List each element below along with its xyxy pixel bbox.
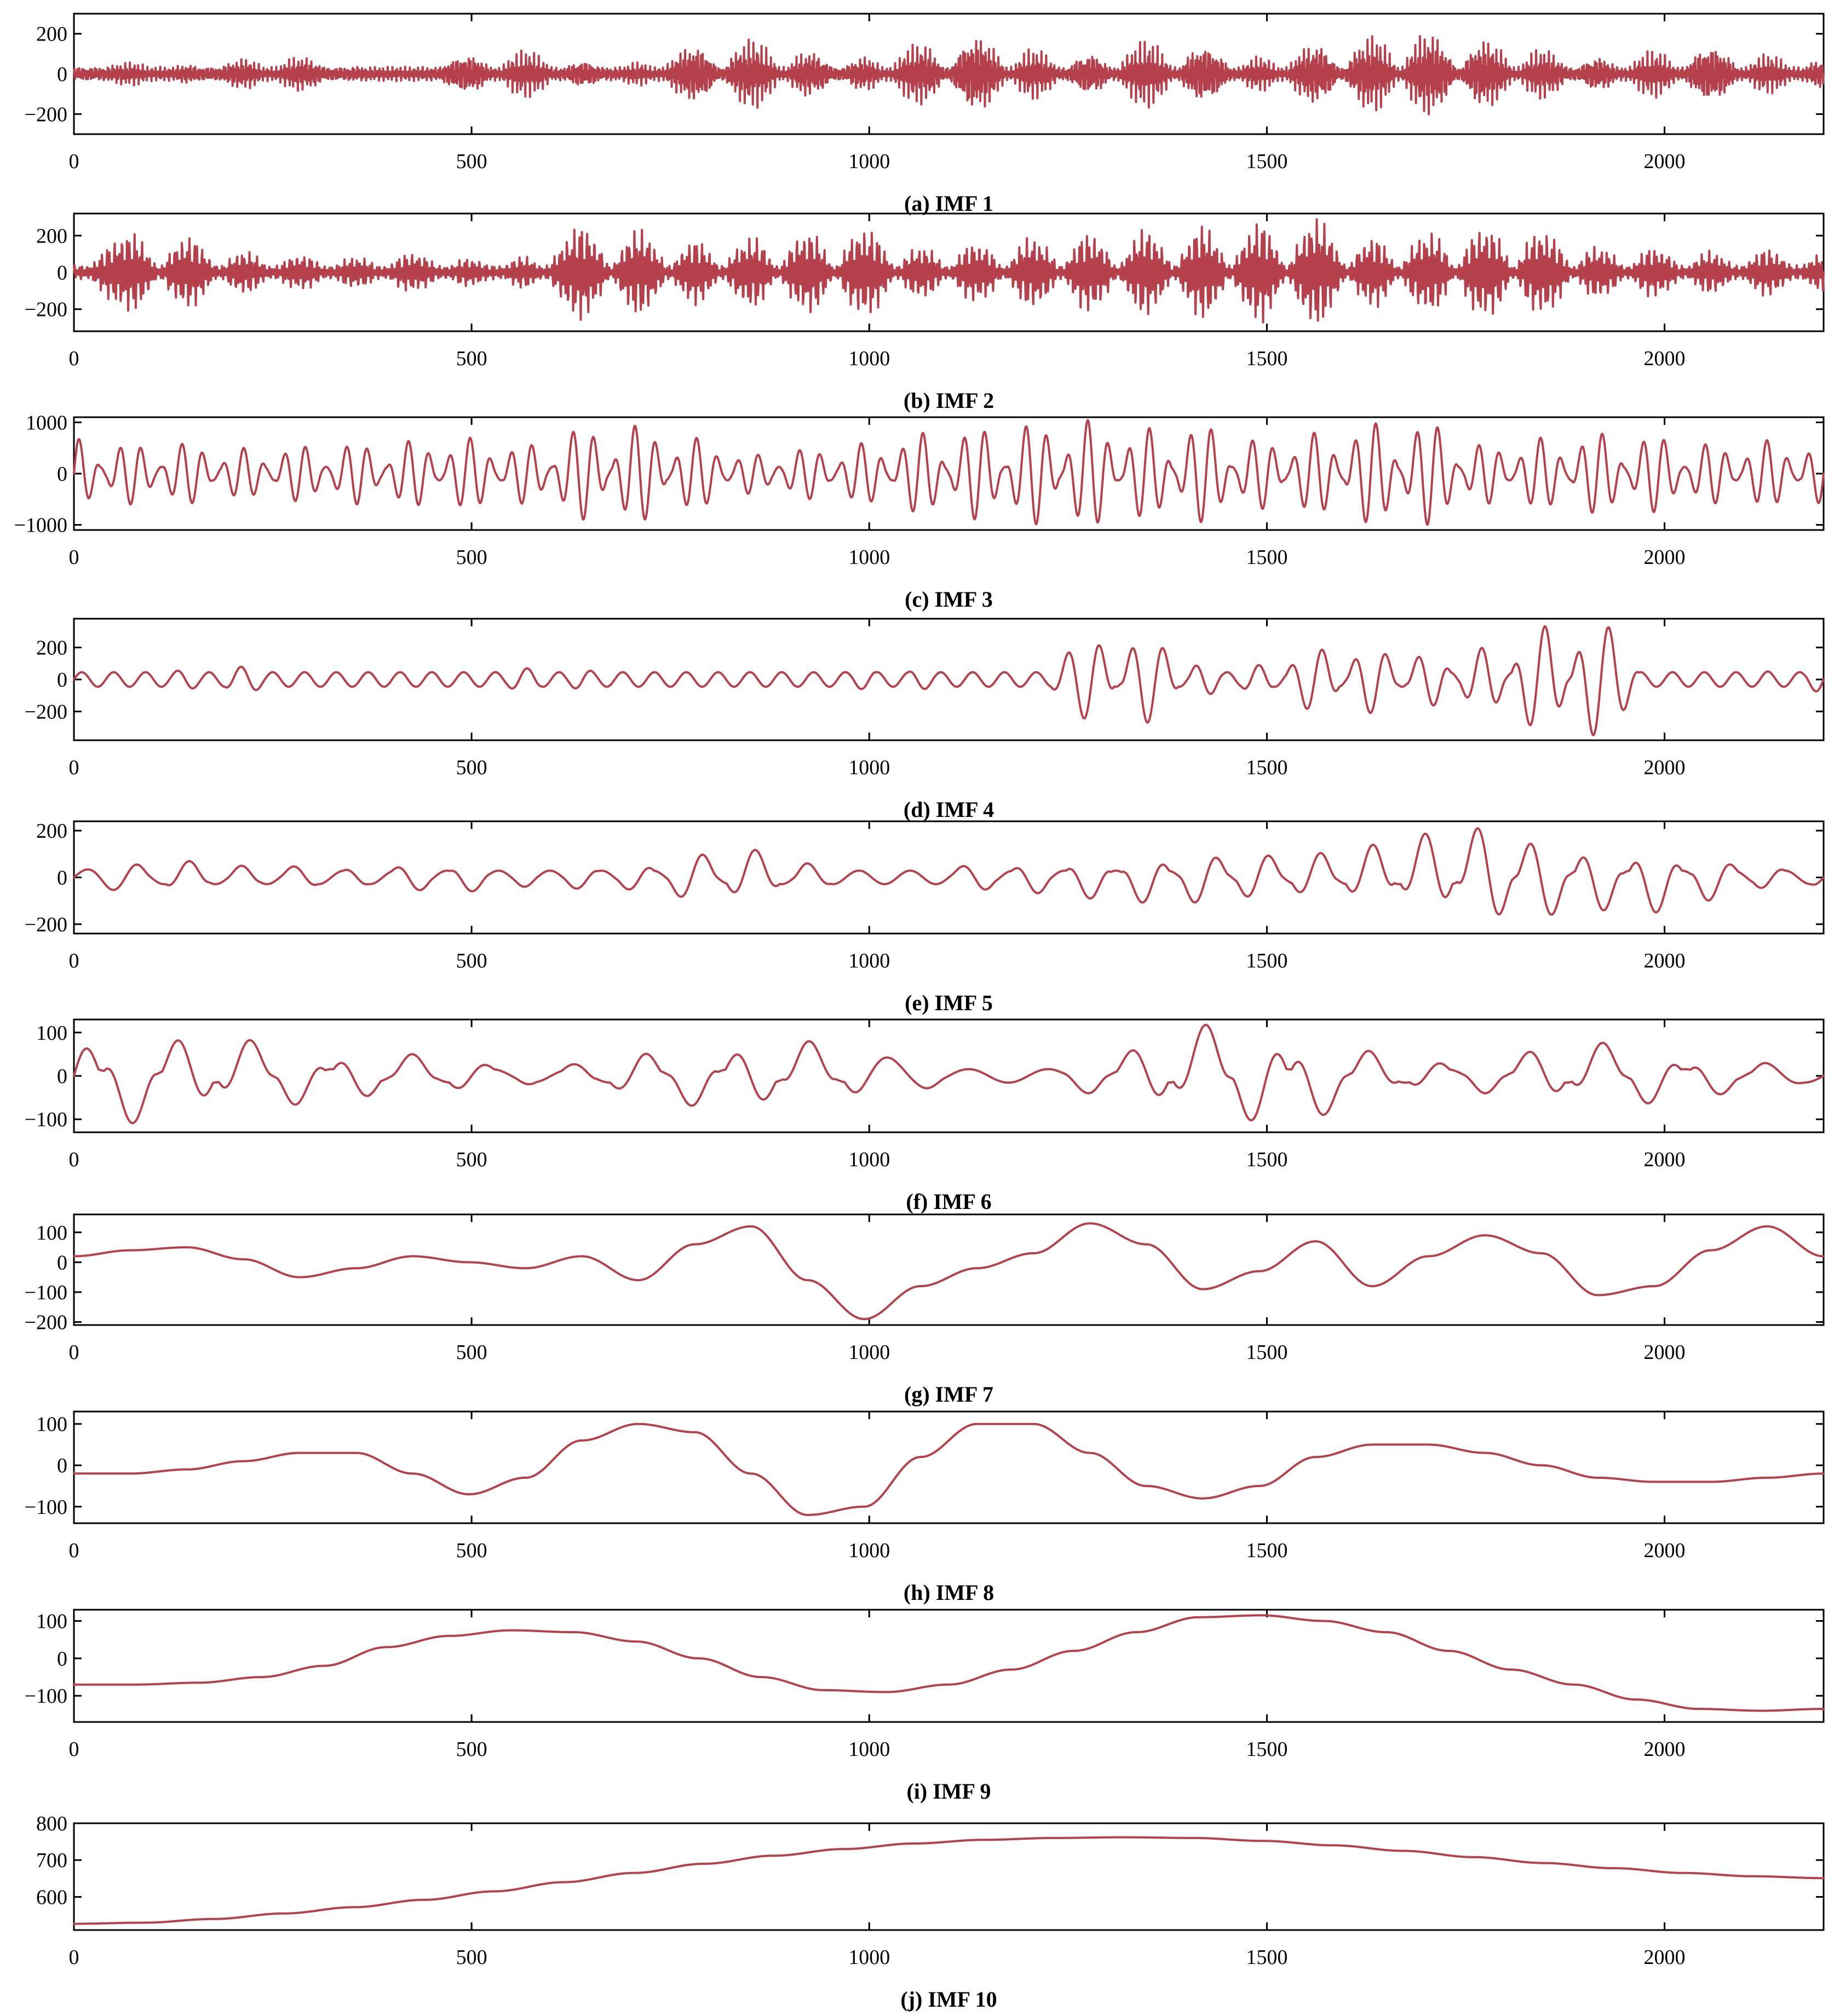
y-tick-label: −100 bbox=[24, 1495, 67, 1519]
y-tick-label: 800 bbox=[36, 1812, 67, 1835]
x-tick-label: 1500 bbox=[1246, 150, 1288, 173]
y-tick-label: 0 bbox=[57, 866, 67, 890]
x-tick-label: 500 bbox=[456, 949, 487, 972]
y-tick-label: 100 bbox=[36, 1221, 67, 1245]
panel-caption: (e) IMF 5 bbox=[905, 990, 993, 1015]
x-tick-label: 2000 bbox=[1643, 1946, 1686, 1969]
y-tick-label: −100 bbox=[24, 1108, 67, 1132]
x-tick-label: 1500 bbox=[1246, 546, 1288, 569]
panel-caption: (a) IMF 1 bbox=[904, 191, 993, 216]
x-tick-label: 2000 bbox=[1643, 756, 1686, 779]
panel-caption: (f) IMF 6 bbox=[906, 1189, 992, 1214]
y-tick-label: 0 bbox=[57, 63, 67, 86]
y-tick-label: −200 bbox=[24, 103, 67, 126]
y-tick-label: 0 bbox=[57, 1454, 67, 1478]
imf-3-series-line bbox=[74, 421, 1824, 525]
y-tick-label: 700 bbox=[36, 1849, 67, 1873]
x-tick-label: 0 bbox=[68, 756, 79, 779]
y-tick-label: −100 bbox=[24, 1685, 67, 1708]
y-tick-label: −200 bbox=[24, 298, 67, 321]
x-tick-label: 1000 bbox=[848, 1946, 890, 1969]
x-tick-label: 500 bbox=[456, 1738, 487, 1761]
x-tick-label: 1000 bbox=[848, 1148, 890, 1171]
imf-panel-5 bbox=[25, 820, 1824, 1015]
y-tick-label: 200 bbox=[36, 224, 67, 248]
imf-10-series-line bbox=[74, 1838, 1824, 1924]
imf-panel-10 bbox=[36, 1812, 1824, 2012]
y-tick-label: 0 bbox=[57, 1647, 67, 1671]
x-tick-label: 2000 bbox=[1643, 1148, 1686, 1171]
panel-caption: (c) IMF 3 bbox=[905, 587, 993, 612]
x-tick-label: 500 bbox=[456, 347, 487, 370]
imf-panel-8 bbox=[25, 1412, 1824, 1605]
imf-6-series-line bbox=[74, 1025, 1824, 1123]
panel-caption: (i) IMF 9 bbox=[906, 1779, 991, 1804]
x-tick-label: 1500 bbox=[1246, 1148, 1288, 1171]
x-tick-label: 0 bbox=[68, 347, 79, 370]
imf-panel-1 bbox=[25, 14, 1824, 216]
x-tick-label: 1000 bbox=[848, 150, 890, 173]
x-tick-label: 0 bbox=[68, 1539, 79, 1562]
x-tick-label: 2000 bbox=[1643, 949, 1686, 972]
x-tick-label: 1500 bbox=[1246, 756, 1288, 779]
x-tick-label: 0 bbox=[68, 1341, 79, 1364]
y-tick-label: −200 bbox=[24, 913, 67, 936]
imf-7-series-line bbox=[74, 1223, 1824, 1319]
x-tick-label: 0 bbox=[68, 150, 79, 173]
x-tick-label: 2000 bbox=[1643, 347, 1686, 370]
y-tick-label: 0 bbox=[57, 1065, 67, 1088]
x-tick-label: 1500 bbox=[1246, 347, 1288, 370]
x-tick-label: 500 bbox=[456, 1148, 487, 1171]
y-tick-label: 100 bbox=[36, 1413, 67, 1436]
x-tick-label: 2000 bbox=[1643, 1738, 1686, 1761]
x-tick-label: 1000 bbox=[848, 546, 890, 569]
x-tick-label: 1000 bbox=[848, 1539, 890, 1562]
plot-frame bbox=[74, 1823, 1824, 1930]
x-tick-label: 0 bbox=[68, 1148, 79, 1171]
y-tick-label: −1000 bbox=[14, 514, 67, 537]
y-tick-label: −100 bbox=[24, 1281, 67, 1304]
x-tick-label: 1000 bbox=[848, 949, 890, 972]
x-tick-label: 1500 bbox=[1246, 949, 1288, 972]
imf-panel-4 bbox=[25, 619, 1824, 822]
x-tick-label: 1500 bbox=[1246, 1738, 1288, 1761]
y-tick-label: −200 bbox=[24, 700, 67, 724]
x-tick-label: 0 bbox=[68, 1946, 79, 1969]
imf-1-series-line bbox=[74, 36, 1824, 114]
x-tick-label: 500 bbox=[456, 1946, 487, 1969]
x-tick-label: 1000 bbox=[848, 1738, 890, 1761]
imf-9-series-line bbox=[74, 1615, 1824, 1710]
x-tick-label: 500 bbox=[456, 1341, 487, 1364]
imf-panel-9 bbox=[25, 1610, 1824, 1804]
x-tick-label: 0 bbox=[68, 1738, 79, 1761]
y-tick-label: 0 bbox=[57, 261, 67, 285]
x-tick-label: 1500 bbox=[1246, 1341, 1288, 1364]
y-tick-label: −200 bbox=[24, 1311, 67, 1334]
imf-4-series-line bbox=[74, 626, 1824, 735]
imf-8-series-line bbox=[74, 1424, 1824, 1515]
x-tick-label: 500 bbox=[456, 756, 487, 779]
x-tick-label: 500 bbox=[456, 546, 487, 569]
x-tick-label: 1000 bbox=[848, 1341, 890, 1364]
x-tick-label: 1500 bbox=[1246, 1946, 1288, 1969]
imf-5-series-line bbox=[74, 828, 1824, 915]
imf-panel-6 bbox=[25, 1019, 1824, 1214]
plot-frame bbox=[74, 1610, 1824, 1722]
panel-caption: (h) IMF 8 bbox=[903, 1580, 994, 1605]
x-tick-label: 2000 bbox=[1643, 150, 1686, 173]
y-tick-label: 200 bbox=[36, 636, 67, 660]
x-tick-label: 2000 bbox=[1643, 546, 1686, 569]
panel-caption: (d) IMF 4 bbox=[903, 797, 994, 822]
y-tick-label: 200 bbox=[36, 22, 67, 46]
panel-caption: (g) IMF 7 bbox=[904, 1382, 993, 1407]
imf-panel-3 bbox=[14, 411, 1824, 612]
y-tick-label: 100 bbox=[36, 1610, 67, 1633]
y-tick-label: 0 bbox=[57, 1251, 67, 1275]
x-tick-label: 1000 bbox=[848, 756, 890, 779]
y-tick-label: 100 bbox=[36, 1021, 67, 1045]
imf-2-series-line bbox=[74, 220, 1824, 322]
x-tick-label: 0 bbox=[68, 949, 79, 972]
y-tick-label: 600 bbox=[36, 1886, 67, 1909]
imf-panel-2 bbox=[25, 214, 1824, 413]
y-tick-label: 0 bbox=[57, 669, 67, 692]
x-tick-label: 500 bbox=[456, 1539, 487, 1562]
panel-caption: (j) IMF 10 bbox=[900, 1987, 997, 2012]
x-tick-label: 1000 bbox=[848, 347, 890, 370]
x-tick-label: 500 bbox=[456, 150, 487, 173]
x-tick-label: 0 bbox=[68, 546, 79, 569]
x-tick-label: 2000 bbox=[1643, 1341, 1686, 1364]
x-tick-label: 1500 bbox=[1246, 1539, 1288, 1562]
panel-caption: (b) IMF 2 bbox=[903, 388, 994, 413]
y-tick-label: 200 bbox=[36, 820, 67, 843]
imf-panel-7 bbox=[25, 1214, 1824, 1407]
y-tick-label: 0 bbox=[57, 463, 67, 486]
plot-frame bbox=[74, 1412, 1824, 1523]
x-tick-label: 2000 bbox=[1643, 1539, 1686, 1562]
y-tick-label: 1000 bbox=[26, 411, 67, 435]
